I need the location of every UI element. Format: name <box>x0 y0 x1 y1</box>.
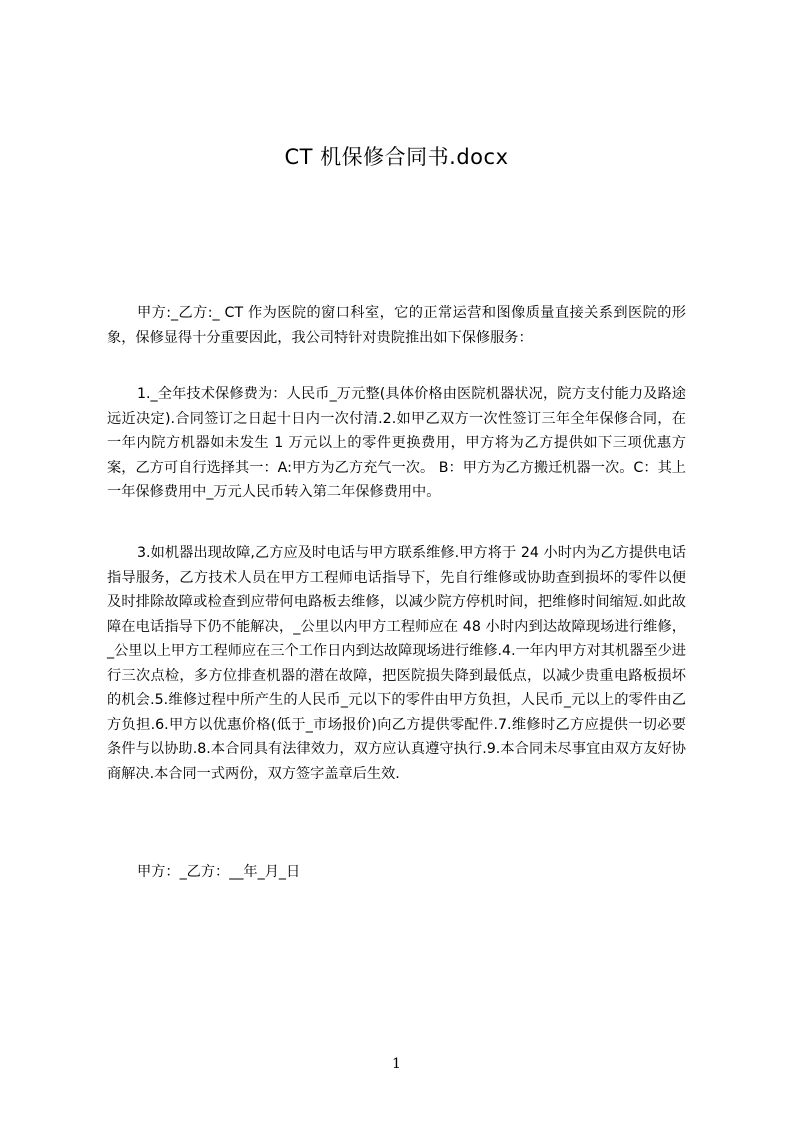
signature-line: 甲方：_乙方：__年_月_日 <box>137 864 301 881</box>
clause-one-paragraph: 1._全年技术保修费为：人民币_万元整(具体价格由医院机器状况，院方支付能力及路途远近决定).合同签订之日起十日内一次付清.2.如甲乙双方一次性签订三年全年保修合同，在一年内院方机器如未发生 1 万元以上的零件更换费用，甲方将为乙方提供如下三项优惠方案，乙方可自行选择其一：A:甲方为乙方充气一次。 B：甲方为乙方搬迁机器一次。C：其上一年保修费用中_万元人民币转入第二年保修费用中。 <box>107 386 686 501</box>
clause-three-paragraph: 3.如机器出现故障,乙方应及时电话与甲方联系维修.甲方将于 24 小时内为乙方提供电话指导服务，乙方技术人员在甲方工程师电话指导下，先自行维修或协助查到损坏的零件以便及时排除故障或检查到应带何电路板去维修，以减少院方停机时间，把维修时间缩短.如此故障在电话指导下仍不能解决，_公里以内甲方工程师应在 48 小时内到达故障现场进行维修，_公里以上甲方工程师应在三个工作日内到达故障现场进行维修.4.一年内甲方对其机器至少进行三次点检，多方位排查机器的潜在故障，把医院损失降到最低点，以减少贵重电路板损坏的机会.5.维修过程中所产生的人民币_元以下的零件由甲方负担，人民币_元以上的零件由乙方负担.6.甲方以优惠价格(低于_市场报价)向乙方提供零配件.7.维修时乙方应提供一切必要条件与以协助.8.本合同具有法律效力，双方应认真遵守执行.9.本合同未尽事宜由双方友好协商解决.本合同一式两份，双方签字盖章后生效. <box>107 545 686 782</box>
page-number: 1 <box>392 1056 401 1072</box>
document-title: CT 机保修合同书.docx <box>284 145 509 169</box>
intro-paragraph: 甲方:_乙方:_ CT 作为医院的窗口科室，它的正常运营和图像质量直接关系到医院的形象，保修显得十分重要因此，我公司特针对贵院推出如下保修服务： <box>107 305 686 346</box>
